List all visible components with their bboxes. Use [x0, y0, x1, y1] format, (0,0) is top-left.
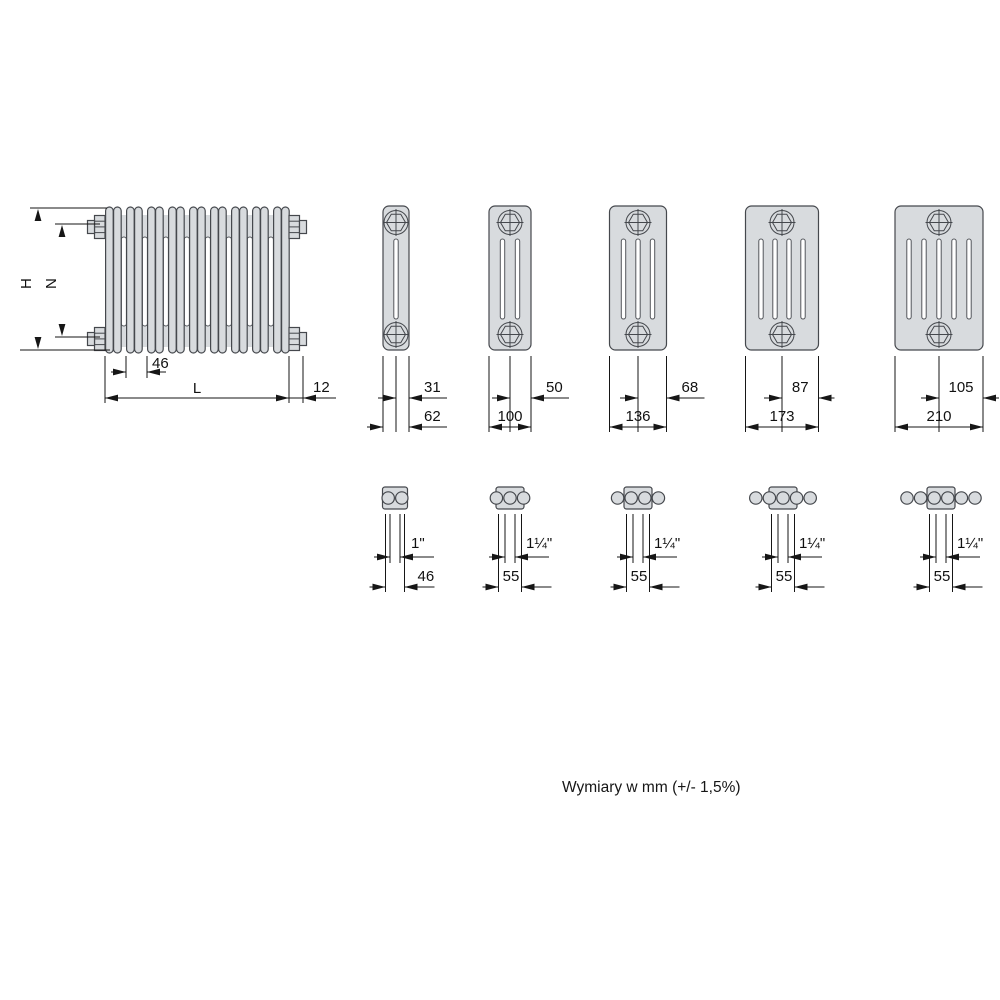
half-depth-label: 105: [948, 379, 974, 396]
dim-arrow: [895, 424, 908, 431]
top-view-dims: [914, 514, 984, 592]
dim-arrow: [610, 424, 623, 431]
connection-size-label: 1¼": [526, 535, 553, 552]
tube-circle: [901, 492, 913, 504]
tube-circle: [777, 492, 789, 504]
connection-size-label: 1¼": [799, 535, 826, 552]
tube-circle: [490, 492, 502, 504]
side-slot: [621, 239, 625, 319]
side-slot: [515, 239, 519, 319]
tube-circle: [942, 492, 954, 504]
side-slot: [500, 239, 504, 319]
offset-label: 12: [313, 379, 330, 396]
dim-arrow: [926, 395, 939, 402]
tube-circle: [639, 492, 651, 504]
height-label: H: [18, 278, 35, 289]
tube-circle: [790, 492, 802, 504]
element-width-label: 46: [417, 568, 435, 585]
element-width-label: 55: [775, 568, 793, 585]
half-depth-label: 68: [681, 379, 699, 396]
tube-circle: [763, 492, 775, 504]
side-view-dims: [746, 356, 835, 432]
top-view-6tubes: [901, 487, 981, 509]
side-slot: [967, 239, 971, 319]
side-slot: [759, 239, 763, 319]
dim-arrow: [650, 584, 663, 591]
symbol-legend: [0, 0, 470, 800]
depth-label: 173: [769, 408, 795, 425]
dim-arrow: [497, 395, 510, 402]
half-depth-label: 87: [791, 379, 809, 396]
half-depth-label: 31: [424, 379, 441, 396]
top-view-4tubes: [611, 487, 664, 509]
dim-arrow: [486, 584, 499, 591]
side-slot: [907, 239, 911, 319]
element-width-label: 55: [502, 568, 520, 585]
side-slot: [650, 239, 654, 319]
tube-circle: [652, 492, 664, 504]
length-label: L: [192, 380, 202, 397]
dim-arrow: [970, 424, 983, 431]
tube-circle: [804, 492, 816, 504]
tube-circle: [955, 492, 967, 504]
side-slot: [801, 239, 805, 319]
dim-arrow: [522, 584, 535, 591]
side-view-5col: [746, 206, 819, 350]
side-slot: [922, 239, 926, 319]
connection-size-label: 1¼": [957, 535, 984, 552]
dim-arrow: [983, 395, 996, 402]
top-view-5tubes: [750, 487, 817, 509]
top-view-3tubes: [490, 487, 530, 509]
dim-arrow: [759, 584, 772, 591]
depth-label: 62: [424, 408, 441, 425]
side-view-4col: [610, 206, 667, 350]
dim-arrow: [819, 395, 832, 402]
side-slot: [787, 239, 791, 319]
connection-size-label: 1": [411, 535, 425, 552]
top-view-dims: [483, 514, 553, 592]
side-view-dims: [489, 356, 569, 432]
dim-arrow: [917, 584, 930, 591]
tube-circle: [750, 492, 762, 504]
dim-arrow: [953, 584, 966, 591]
side-slot: [952, 239, 956, 319]
dim-arrow: [625, 395, 638, 402]
tube-circle: [928, 492, 940, 504]
dim-arrow: [654, 424, 667, 431]
side-slot: [937, 239, 941, 319]
dim-arrow: [806, 424, 819, 431]
dim-arrow: [531, 395, 544, 402]
tube-circle: [625, 492, 637, 504]
tube-circle: [969, 492, 981, 504]
side-slot: [773, 239, 777, 319]
dim-arrow: [746, 424, 759, 431]
depth-label: 210: [926, 408, 952, 425]
connection-size-label: 1¼": [654, 535, 681, 552]
half-depth-label: 50: [546, 379, 563, 396]
side-slot: [636, 239, 640, 319]
element-pitch-label: 46: [152, 355, 169, 372]
side-view-dims: [895, 356, 999, 432]
side-view-dims: [610, 356, 705, 432]
dim-arrow: [667, 395, 680, 402]
element-width-label: 55: [933, 568, 951, 585]
depth-label: 136: [625, 408, 651, 425]
dim-arrow: [795, 584, 808, 591]
depth-label: 100: [497, 408, 523, 425]
top-view-dims: [756, 514, 826, 592]
dim-arrow: [769, 395, 782, 402]
spacing-label: N: [43, 278, 60, 289]
dim-arrow: [614, 584, 627, 591]
top-view-dims: [611, 514, 681, 592]
tube-circle: [611, 492, 623, 504]
dimension-tolerance-note: Wymiary w mm (+/- 1,5%): [562, 779, 741, 796]
tube-circle: [517, 492, 529, 504]
tube-circle: [504, 492, 516, 504]
tube-circle: [914, 492, 926, 504]
side-view-3col: [489, 206, 531, 350]
element-width-label: 55: [630, 568, 648, 585]
side-view-6col: [895, 206, 983, 350]
